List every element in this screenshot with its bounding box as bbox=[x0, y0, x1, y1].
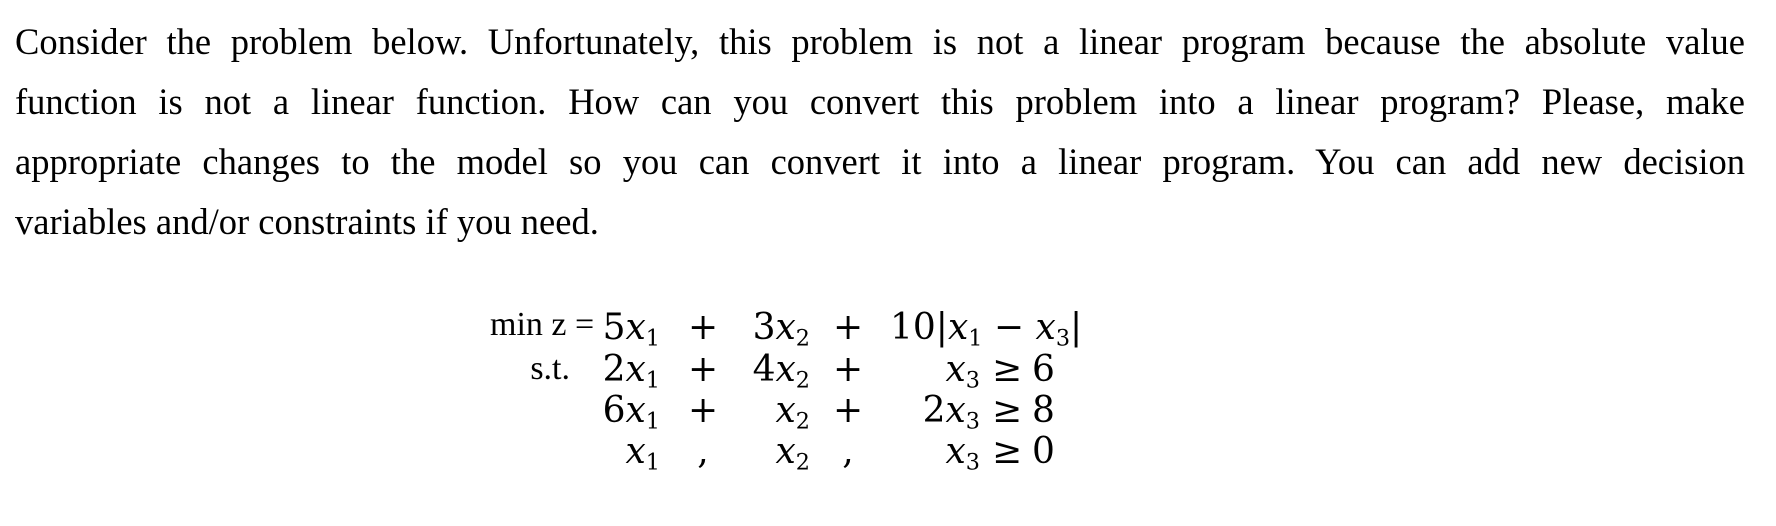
nonneg-x3: $x_3$ bbox=[945, 431, 980, 476]
problem-line-1: Consider the problem below. Unfortunately, this problem is not a linear program because the absolute value bbox=[15, 21, 1745, 62]
objective-op-2: + bbox=[833, 307, 864, 348]
constraint-1-term-2: $4x_2$ bbox=[752, 349, 810, 394]
constraint-1-coef-1: 2 bbox=[602, 349, 626, 390]
constraint-1-op-2: + bbox=[833, 349, 864, 390]
objective-op-1: + bbox=[688, 307, 719, 348]
constraint-2-coef-1: 6 bbox=[602, 390, 626, 431]
st-label: s.t. bbox=[530, 350, 570, 387]
nonneg-separator-2: , bbox=[842, 431, 854, 472]
constraint-2-op-2: + bbox=[833, 390, 864, 431]
objective-coef-1: 5 bbox=[602, 307, 626, 348]
nonneg-x1: $x_1$ bbox=[625, 431, 660, 476]
constraint-1-term-1: $2x_1$ bbox=[602, 349, 660, 394]
constraint-2-coef-3: 2 bbox=[922, 390, 946, 431]
constraint-2-term-1: $6x_1$ bbox=[602, 390, 660, 435]
constraint-1-rhs: 6 bbox=[1032, 349, 1055, 390]
objective-term-3: $10|x_1 - x_3|$ bbox=[890, 307, 1083, 352]
objective-term-1: $5x_1$ bbox=[602, 307, 660, 352]
problem-line-2: function is not a linear function. How can you convert this problem into a linear program? Please, make bbox=[15, 81, 1745, 122]
constraint-1-coef-2: 4 bbox=[752, 349, 776, 390]
constraint-1-op-1: + bbox=[688, 349, 719, 390]
nonneg-x2: $x_2$ bbox=[775, 431, 810, 476]
constraint-2-term-2: $x_2$ bbox=[775, 390, 810, 435]
constraint-2-relation: ≥ bbox=[992, 390, 1023, 431]
constraint-2-op-1: + bbox=[688, 390, 719, 431]
constraint-2-rhs: 8 bbox=[1032, 390, 1055, 431]
objective-label: min z = bbox=[490, 306, 595, 343]
constraint-2-term-3: $2x_3$ bbox=[922, 390, 980, 435]
nonneg-separator-1: , bbox=[697, 431, 709, 472]
objective-coef-2: 3 bbox=[752, 307, 776, 348]
constraint-1-relation: ≥ bbox=[992, 349, 1023, 390]
lp-model bbox=[490, 306, 1210, 520]
nonneg-rhs: 0 bbox=[1032, 431, 1055, 472]
nonneg-relation: ≥ bbox=[992, 431, 1023, 472]
constraint-1-term-3: $x_3$ bbox=[945, 349, 980, 394]
problem-line-3: appropriate changes to the model so you can convert it into a linear program. You can add new decision bbox=[15, 141, 1745, 182]
objective-term-2: $3x_2$ bbox=[752, 307, 810, 352]
problem-line-4: variables and/or constraints if you need. bbox=[15, 201, 599, 242]
